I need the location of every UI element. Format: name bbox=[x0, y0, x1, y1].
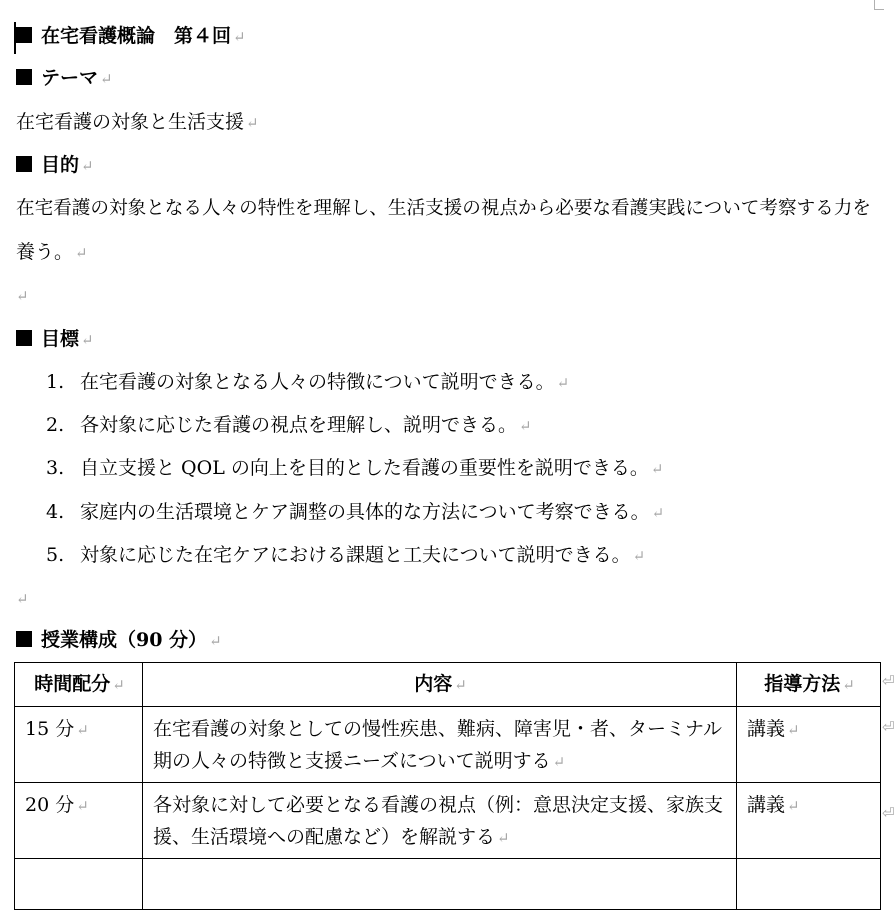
cell-mark-icon: ↵ bbox=[76, 797, 89, 815]
row-end-mark-icon: ⏎ bbox=[882, 672, 895, 690]
header-content-text: 内容 bbox=[414, 673, 453, 695]
paragraph-mark-icon: ↵ bbox=[519, 417, 532, 435]
objective-number: 5. bbox=[46, 544, 65, 566]
theme-heading-text: テーマ bbox=[41, 67, 99, 89]
objective-number: 2. bbox=[46, 414, 65, 436]
header-method[interactable] bbox=[737, 663, 881, 707]
document-title-text: 在宅看護概論 第４回 bbox=[41, 25, 232, 47]
cell-time[interactable] bbox=[15, 783, 143, 859]
theme-text[interactable] bbox=[16, 108, 259, 137]
cell-mark-icon: ↵ bbox=[842, 676, 855, 694]
row-end-mark-icon: ⏎ bbox=[882, 718, 895, 736]
cell-content-text: 各対象に対して必要となる看護の視点（例：意思決定支援、家族支援、生活環境への配慮など）を解説する bbox=[153, 794, 724, 848]
paragraph-mark-icon: ↵ bbox=[650, 460, 664, 478]
table-header-row bbox=[15, 663, 881, 707]
paragraph-mark-icon: ↵ bbox=[16, 287, 29, 305]
cell-mark-icon: ↵ bbox=[76, 721, 89, 739]
cell-method[interactable] bbox=[737, 707, 881, 783]
objective-number: 4. bbox=[46, 501, 65, 523]
objective-text: 各対象に応じた看護の視点を理解し、説明できる。 bbox=[80, 414, 518, 436]
page-corner-marker bbox=[874, 0, 884, 10]
cell-content[interactable] bbox=[143, 707, 737, 783]
cell-mark-icon: ↵ bbox=[112, 676, 125, 694]
empty-paragraph[interactable] bbox=[16, 281, 29, 310]
cell-content[interactable] bbox=[143, 859, 737, 910]
cell-time[interactable] bbox=[15, 859, 143, 910]
cell-method-text: 講義 bbox=[747, 718, 786, 740]
cell-mark-icon: ↵ bbox=[552, 753, 566, 771]
objective-text: 自立支援と QOL の向上を目的とした看護の重要性を説明できる。 bbox=[80, 457, 649, 479]
cell-time-text: 20 分 bbox=[25, 794, 75, 816]
square-bullet-icon bbox=[16, 27, 32, 43]
cell-mark-icon: ↵ bbox=[787, 797, 800, 815]
objective-item[interactable] bbox=[46, 498, 664, 527]
purpose-text-line-2[interactable] bbox=[16, 238, 88, 267]
purpose-heading-text: 目的 bbox=[41, 154, 80, 176]
cell-method[interactable] bbox=[737, 783, 881, 859]
header-content[interactable] bbox=[143, 663, 737, 707]
cell-time[interactable] bbox=[15, 707, 143, 783]
structure-heading-text: 授業構成（90 分） bbox=[41, 629, 208, 651]
paragraph-mark-icon: ↵ bbox=[16, 590, 29, 608]
paragraph-mark-icon: ↵ bbox=[75, 244, 88, 262]
paragraph-mark-icon: ↵ bbox=[209, 632, 222, 650]
square-bullet-icon bbox=[16, 156, 32, 172]
paragraph-mark-icon: ↵ bbox=[81, 157, 94, 175]
objective-item[interactable] bbox=[46, 454, 663, 483]
square-bullet-icon bbox=[16, 69, 32, 85]
square-bullet-icon bbox=[16, 330, 32, 346]
objective-item[interactable] bbox=[46, 368, 569, 397]
header-time[interactable] bbox=[15, 663, 143, 707]
cell-content-text: 在宅看護の対象としての慢性疾患、難病、障害児・者、ターミナル期の人々の特徴と支援ニーズについて説明する bbox=[153, 718, 723, 772]
header-time-text: 時間配分 bbox=[34, 673, 111, 695]
paragraph-mark-icon: ↵ bbox=[246, 114, 259, 132]
objective-number: 1. bbox=[46, 371, 65, 393]
purpose-text-content-2: 養う。 bbox=[16, 241, 74, 263]
lesson-structure-table bbox=[14, 662, 881, 910]
paragraph-mark-icon: ↵ bbox=[233, 28, 246, 46]
header-method-text: 指導方法 bbox=[764, 673, 841, 695]
objective-number: 3. bbox=[46, 457, 65, 479]
table-row bbox=[15, 783, 881, 859]
purpose-text-line-1[interactable] bbox=[16, 195, 871, 223]
cell-method-text: 講義 bbox=[747, 794, 786, 816]
purpose-text-content-1: 在宅看護の対象となる人々の特性を理解し、生活支援の視点から必要な看護実践について考察する力を bbox=[16, 198, 871, 219]
paragraph-mark-icon: ↵ bbox=[100, 70, 113, 88]
cell-method[interactable] bbox=[737, 859, 881, 910]
theme-heading[interactable] bbox=[16, 64, 113, 93]
empty-paragraph[interactable] bbox=[16, 584, 29, 613]
objective-text: 在宅看護の対象となる人々の特徴について説明できる。 bbox=[80, 371, 555, 393]
paragraph-mark-icon: ↵ bbox=[81, 331, 94, 349]
table-row-partial bbox=[15, 859, 881, 910]
cell-mark-icon: ↵ bbox=[454, 676, 467, 694]
cell-mark-icon: ↵ bbox=[497, 829, 510, 847]
paragraph-mark-icon: ↵ bbox=[632, 547, 646, 565]
objective-text: 対象に応じた在宅ケアにおける課題と工夫について説明できる。 bbox=[80, 544, 631, 566]
square-bullet-icon bbox=[16, 631, 32, 647]
objective-item[interactable] bbox=[46, 541, 645, 570]
cell-time-text: 15 分 bbox=[25, 718, 75, 740]
objective-item[interactable] bbox=[46, 411, 532, 440]
table-row bbox=[15, 707, 881, 783]
row-end-mark-icon: ⏎ bbox=[882, 804, 895, 822]
objectives-heading-text: 目標 bbox=[41, 328, 80, 350]
theme-text-content: 在宅看護の対象と生活支援 bbox=[16, 111, 245, 133]
objectives-heading[interactable] bbox=[16, 325, 94, 354]
cell-mark-icon: ↵ bbox=[787, 721, 800, 739]
structure-heading[interactable] bbox=[16, 626, 222, 655]
cell-content[interactable] bbox=[143, 783, 737, 859]
document-title[interactable] bbox=[16, 22, 246, 51]
paragraph-mark-icon: ↵ bbox=[556, 374, 570, 392]
paragraph-mark-icon: ↵ bbox=[651, 504, 665, 522]
purpose-heading[interactable] bbox=[16, 151, 94, 180]
objective-text: 家庭内の生活環境とケア調整の具体的な方法について考察できる。 bbox=[80, 501, 650, 523]
